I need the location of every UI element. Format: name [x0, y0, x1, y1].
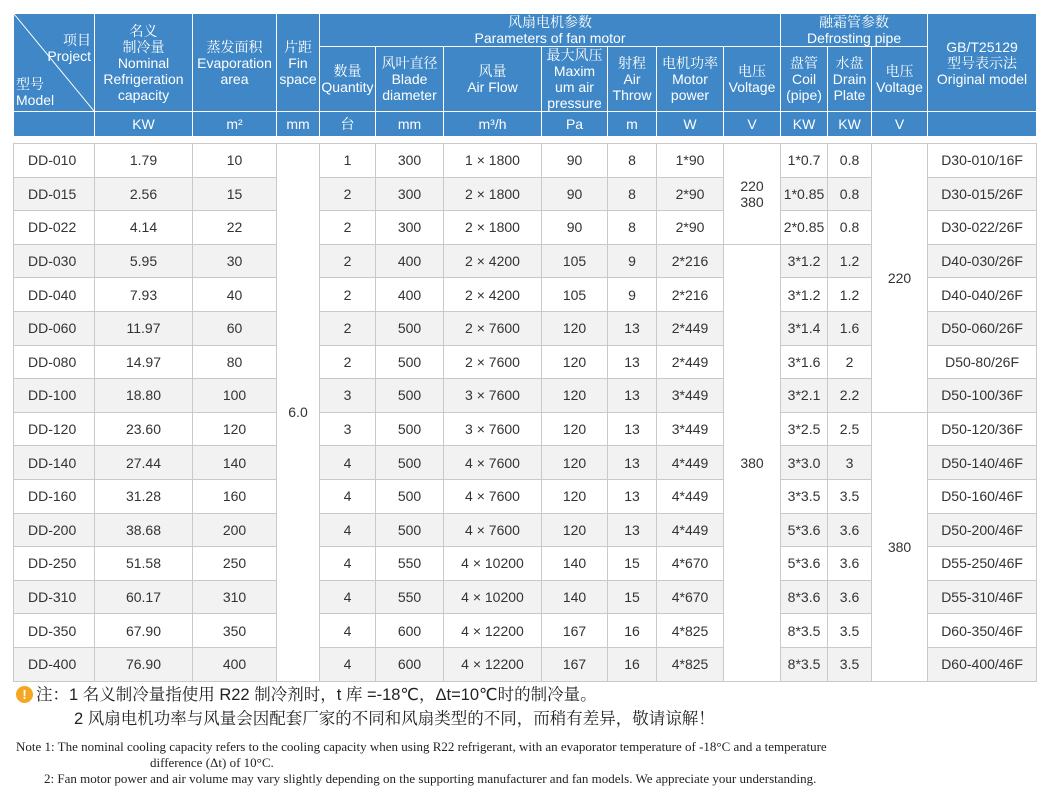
fan-voltage-cell-value: 220 — [740, 177, 764, 194]
original-model-cell: D30-010/16F — [928, 144, 1037, 178]
note-en-1-line-a: Note 1: The nominal cooling capacity refers to the cooling capacity when using R22 refrigerant, with an evaporator temperature of -18°C and a temperature — [16, 739, 827, 754]
original-model-cell: D40-040/26F — [928, 278, 1037, 312]
capacity-cell: 31.28 — [95, 479, 193, 513]
quantity-cell: 3 — [320, 379, 376, 413]
motor-power-cell: 4*670 — [657, 547, 724, 581]
air-pressure-cell: 167 — [542, 647, 608, 681]
capacity-cell: 51.58 — [95, 547, 193, 581]
original-model-cell: D60-400/46F — [928, 647, 1037, 681]
motor-power-header: 电机功率 Motor power — [657, 47, 724, 112]
capacity-cell: 23.60 — [95, 412, 193, 446]
quantity-cell: 2 — [320, 278, 376, 312]
motor-power-cell: 4*670 — [657, 580, 724, 614]
capacity-cell: 18.80 — [95, 379, 193, 413]
corner-header-cell — [14, 14, 95, 112]
motor-power-cell: 1*90 — [657, 144, 724, 178]
model-cell: DD-250 — [14, 547, 95, 581]
air-pressure-cell: 140 — [542, 580, 608, 614]
capacity-cell: 2.56 — [95, 177, 193, 211]
area-cell: 100 — [193, 379, 277, 413]
air-throw-cell: 13 — [608, 479, 657, 513]
blade-diameter-cell: 500 — [376, 513, 444, 547]
coil-cell: 5*3.6 — [781, 547, 828, 581]
air-throw-cell: 13 — [608, 513, 657, 547]
spacer-cell — [14, 137, 1037, 144]
original-model-cell: D50-80/26F — [928, 345, 1037, 379]
motor-power-cell: 2*90 — [657, 177, 724, 211]
unit-cell: KW — [95, 112, 193, 137]
air-flow-cell: 3 × 7600 — [444, 379, 542, 413]
air-throw-cell: 16 — [608, 647, 657, 681]
air-throw-cell: 8 — [608, 211, 657, 245]
exclamation-icon: ! — [16, 686, 33, 703]
coil-cell: 3*1.2 — [781, 244, 828, 278]
quantity-cell: 4 — [320, 647, 376, 681]
drain-plate-cell: 2 — [828, 345, 872, 379]
original-model-cell: D55-310/46F — [928, 580, 1037, 614]
quantity-header: 数量 Quantity — [320, 47, 376, 112]
blade-diameter-cell: 400 — [376, 244, 444, 278]
fan-voltage-header: 电压 Voltage — [724, 47, 781, 112]
unit-cell: mm — [277, 112, 320, 137]
units-row — [14, 112, 1037, 137]
air-flow-cell: 2 × 7600 — [444, 345, 542, 379]
notes-section — [16, 683, 1036, 787]
coil-cell: 3*3.5 — [781, 479, 828, 513]
area-cell: 350 — [193, 614, 277, 648]
original-model-header: GB/T25129 型号表示法 Original model — [928, 14, 1037, 112]
model-cell: DD-015 — [14, 177, 95, 211]
fan-voltage-cell — [724, 144, 781, 245]
air-throw-cell: 8 — [608, 177, 657, 211]
model-cell: DD-200 — [14, 513, 95, 547]
quantity-cell: 4 — [320, 547, 376, 581]
fin-space-header: 片距 Fin space — [277, 14, 320, 112]
coil-cell: 5*3.6 — [781, 513, 828, 547]
model-cell: DD-030 — [14, 244, 95, 278]
unit-cell: m² — [193, 112, 277, 137]
motor-power-cell: 4*825 — [657, 647, 724, 681]
blade-diameter-cell: 500 — [376, 412, 444, 446]
drain-plate-header: 水盘 Drain Plate — [828, 47, 872, 112]
air-pressure-cell: 120 — [542, 513, 608, 547]
air-flow-cell: 2 × 1800 — [444, 211, 542, 245]
defrosting-group-header: 融霜管参数 Defrosting pipe — [781, 14, 928, 47]
area-cell: 160 — [193, 479, 277, 513]
model-cell: DD-100 — [14, 379, 95, 413]
air-pressure-cell: 120 — [542, 446, 608, 480]
original-model-cell: D50-060/26F — [928, 311, 1037, 345]
unit-cell: m — [608, 112, 657, 137]
original-model-cell: D50-100/36F — [928, 379, 1037, 413]
capacity-cell: 1.79 — [95, 144, 193, 178]
coil-cell: 1*0.85 — [781, 177, 828, 211]
air-throw-cell: 13 — [608, 379, 657, 413]
motor-power-cell: 2*216 — [657, 244, 724, 278]
motor-power-cell: 3*449 — [657, 412, 724, 446]
air-throw-cell: 16 — [608, 614, 657, 648]
air-flow-cell: 4 × 12200 — [444, 614, 542, 648]
area-cell: 250 — [193, 547, 277, 581]
drain-plate-cell: 0.8 — [828, 211, 872, 245]
original-model-cell: D60-350/46F — [928, 614, 1037, 648]
fan-voltage-cell — [724, 244, 781, 681]
drain-plate-cell: 3 — [828, 446, 872, 480]
capacity-cell: 5.95 — [95, 244, 193, 278]
coil-cell: 3*3.0 — [781, 446, 828, 480]
coil-cell: 2*0.85 — [781, 211, 828, 245]
coil-cell: 3*1.4 — [781, 311, 828, 345]
nominal-capacity-header: 名义 制冷量 Nominal Refrigeration capacity — [95, 14, 193, 112]
coil-header: 盘管 Coil (pipe) — [781, 47, 828, 112]
original-model-cell: D30-022/26F — [928, 211, 1037, 245]
area-cell: 30 — [193, 244, 277, 278]
model-cell: DD-400 — [14, 647, 95, 681]
air-flow-cell: 2 × 4200 — [444, 244, 542, 278]
fan-voltage-cell-value: 380 — [740, 193, 764, 210]
original-model-cell: D50-200/46F — [928, 513, 1037, 547]
air-flow-cell: 4 × 7600 — [444, 446, 542, 480]
note-en-1-line-b: difference (Δt) of 10°C. — [150, 755, 274, 770]
area-cell: 120 — [193, 412, 277, 446]
air-pressure-cell: 140 — [542, 547, 608, 581]
area-cell: 200 — [193, 513, 277, 547]
unit-cell: KW — [828, 112, 872, 137]
air-flow-cell: 1 × 1800 — [444, 144, 542, 178]
coil-cell: 3*1.2 — [781, 278, 828, 312]
blade-diameter-cell: 300 — [376, 144, 444, 178]
quantity-cell: 4 — [320, 513, 376, 547]
capacity-cell: 60.17 — [95, 580, 193, 614]
motor-power-cell: 4*825 — [657, 614, 724, 648]
motor-power-cell: 4*449 — [657, 479, 724, 513]
blade-diameter-header: 风叶直径 Blade diameter — [376, 47, 444, 112]
model-label: 型号 Model — [16, 76, 55, 108]
coil-cell: 3*2.1 — [781, 379, 828, 413]
original-model-cell: D50-160/46F — [928, 479, 1037, 513]
fin-space-cell-value: 6.0 — [288, 404, 308, 421]
evaporation-area-header: 蒸发面积 Evaporation area — [193, 14, 277, 112]
capacity-cell: 11.97 — [95, 311, 193, 345]
air-flow-cell: 2 × 7600 — [444, 311, 542, 345]
air-pressure-cell: 105 — [542, 278, 608, 312]
defrost-voltage-cell — [872, 144, 928, 413]
air-pressure-cell: 120 — [542, 412, 608, 446]
unit-cell: Pa — [542, 112, 608, 137]
model-cell: DD-120 — [14, 412, 95, 446]
coil-cell: 8*3.5 — [781, 647, 828, 681]
air-pressure-header: 最大风压 Maxim um air pressure — [542, 47, 608, 112]
drain-plate-cell: 2.2 — [828, 379, 872, 413]
original-model-cell: D50-140/46F — [928, 446, 1037, 480]
air-flow-cell: 4 × 7600 — [444, 513, 542, 547]
coil-cell: 3*1.6 — [781, 345, 828, 379]
air-flow-header: 风量 Air Flow — [444, 47, 542, 112]
unit-cell-blank — [14, 112, 95, 137]
original-model-cell: D55-250/46F — [928, 547, 1037, 581]
air-flow-cell: 2 × 1800 — [444, 177, 542, 211]
drain-plate-cell: 3.6 — [828, 580, 872, 614]
blade-diameter-cell: 500 — [376, 379, 444, 413]
blade-diameter-cell: 300 — [376, 211, 444, 245]
air-throw-cell: 9 — [608, 278, 657, 312]
original-model-cell: D30-015/26F — [928, 177, 1037, 211]
coil-cell: 3*2.5 — [781, 412, 828, 446]
air-pressure-cell: 90 — [542, 177, 608, 211]
air-flow-cell: 3 × 7600 — [444, 412, 542, 446]
motor-power-cell: 4*449 — [657, 513, 724, 547]
capacity-cell: 14.97 — [95, 345, 193, 379]
original-model-cell: D50-120/36F — [928, 412, 1037, 446]
unit-cell-blank — [928, 112, 1037, 137]
capacity-cell: 27.44 — [95, 446, 193, 480]
unit-cell: m³/h — [444, 112, 542, 137]
quantity-cell: 2 — [320, 345, 376, 379]
motor-power-cell: 2*90 — [657, 211, 724, 245]
unit-cell: 台 — [320, 112, 376, 137]
drain-plate-cell: 1.6 — [828, 311, 872, 345]
blade-diameter-cell: 500 — [376, 311, 444, 345]
blade-diameter-cell: 500 — [376, 345, 444, 379]
motor-power-cell: 4*449 — [657, 446, 724, 480]
drain-plate-cell: 3.6 — [828, 547, 872, 581]
air-throw-cell: 9 — [608, 244, 657, 278]
model-cell: DD-040 — [14, 278, 95, 312]
drain-plate-cell: 0.8 — [828, 177, 872, 211]
capacity-cell: 7.93 — [95, 278, 193, 312]
table-row — [14, 144, 1037, 178]
note-cn-2 — [16, 707, 1036, 731]
specification-table — [13, 13, 1037, 682]
model-cell: DD-060 — [14, 311, 95, 345]
fan-motor-group-header: 风扇电机参数 Parameters of fan motor — [320, 14, 781, 47]
project-label: 项目 Project — [47, 32, 91, 64]
table-row — [14, 412, 1037, 446]
quantity-cell: 2 — [320, 211, 376, 245]
spacer-row — [14, 137, 1037, 144]
unit-cell: KW — [781, 112, 828, 137]
defrost-voltage-cell-value: 380 — [887, 538, 912, 555]
unit-cell: V — [872, 112, 928, 137]
air-flow-cell: 4 × 12200 — [444, 647, 542, 681]
motor-power-cell: 3*449 — [657, 379, 724, 413]
note-en-2: 2: Fan motor power and air volume may vary slightly depending on the supporting manufacturer and fan models. We appreciate your understanding. — [44, 771, 817, 786]
model-cell: DD-140 — [14, 446, 95, 480]
motor-power-cell: 2*216 — [657, 278, 724, 312]
air-pressure-cell: 120 — [542, 311, 608, 345]
capacity-cell: 67.90 — [95, 614, 193, 648]
air-throw-cell: 13 — [608, 311, 657, 345]
air-flow-cell: 4 × 7600 — [444, 479, 542, 513]
defrost-voltage-cell-value: 220 — [887, 269, 912, 286]
model-cell: DD-160 — [14, 479, 95, 513]
blade-diameter-cell: 600 — [376, 647, 444, 681]
defrost-voltage-cell — [872, 412, 928, 681]
fin-space-cell — [277, 144, 320, 682]
unit-cell: W — [657, 112, 724, 137]
original-model-cell: D40-030/26F — [928, 244, 1037, 278]
air-flow-cell: 2 × 4200 — [444, 278, 542, 312]
blade-diameter-cell: 600 — [376, 614, 444, 648]
area-cell: 10 — [193, 144, 277, 178]
quantity-cell: 4 — [320, 446, 376, 480]
coil-cell: 8*3.6 — [781, 580, 828, 614]
quantity-cell: 2 — [320, 244, 376, 278]
coil-cell: 8*3.5 — [781, 614, 828, 648]
drain-plate-cell: 2.5 — [828, 412, 872, 446]
area-cell: 140 — [193, 446, 277, 480]
air-pressure-cell: 90 — [542, 144, 608, 178]
note-cn-2-text: 2 风扇电机功率与风量会因配套厂家的不同和风扇类型的不同，而稍有差异，敬请谅解！ — [74, 710, 715, 728]
note-en-1 — [16, 739, 1036, 787]
air-pressure-cell: 167 — [542, 614, 608, 648]
drain-plate-cell: 0.8 — [828, 144, 872, 178]
area-cell: 310 — [193, 580, 277, 614]
defrost-voltage-header: 电压 Voltage — [872, 47, 928, 112]
air-pressure-cell: 120 — [542, 479, 608, 513]
drain-plate-cell: 3.5 — [828, 647, 872, 681]
quantity-cell: 2 — [320, 177, 376, 211]
air-pressure-cell: 105 — [542, 244, 608, 278]
blade-diameter-cell: 550 — [376, 580, 444, 614]
air-throw-cell: 15 — [608, 580, 657, 614]
motor-power-cell: 2*449 — [657, 345, 724, 379]
drain-plate-cell: 3.5 — [828, 614, 872, 648]
model-cell: DD-310 — [14, 580, 95, 614]
air-throw-header: 射程 Air Throw — [608, 47, 657, 112]
quantity-cell: 2 — [320, 311, 376, 345]
area-cell: 15 — [193, 177, 277, 211]
blade-diameter-cell: 400 — [376, 278, 444, 312]
drain-plate-cell: 3.5 — [828, 479, 872, 513]
blade-diameter-cell: 550 — [376, 547, 444, 581]
quantity-cell: 3 — [320, 412, 376, 446]
fan-voltage-cell-value: 380 — [740, 454, 764, 471]
capacity-cell: 4.14 — [95, 211, 193, 245]
air-throw-cell: 13 — [608, 446, 657, 480]
quantity-cell: 4 — [320, 614, 376, 648]
area-cell: 400 — [193, 647, 277, 681]
blade-diameter-cell: 500 — [376, 446, 444, 480]
table-header — [14, 14, 1037, 137]
area-cell: 80 — [193, 345, 277, 379]
blade-diameter-cell: 500 — [376, 479, 444, 513]
model-cell: DD-350 — [14, 614, 95, 648]
model-cell: DD-010 — [14, 144, 95, 178]
motor-power-cell: 2*449 — [657, 311, 724, 345]
note-cn-1 — [16, 683, 1036, 707]
drain-plate-cell: 3.6 — [828, 513, 872, 547]
air-throw-cell: 13 — [608, 345, 657, 379]
quantity-cell: 1 — [320, 144, 376, 178]
air-pressure-cell: 90 — [542, 211, 608, 245]
air-throw-cell: 8 — [608, 144, 657, 178]
blade-diameter-cell: 300 — [376, 177, 444, 211]
quantity-cell: 4 — [320, 479, 376, 513]
coil-cell: 1*0.7 — [781, 144, 828, 178]
unit-cell: mm — [376, 112, 444, 137]
model-cell: DD-022 — [14, 211, 95, 245]
air-pressure-cell: 120 — [542, 379, 608, 413]
capacity-cell: 76.90 — [95, 647, 193, 681]
unit-cell: V — [724, 112, 781, 137]
capacity-cell: 38.68 — [95, 513, 193, 547]
area-cell: 22 — [193, 211, 277, 245]
drain-plate-cell: 1.2 — [828, 278, 872, 312]
table-body — [14, 137, 1037, 682]
drain-plate-cell: 1.2 — [828, 244, 872, 278]
air-flow-cell: 4 × 10200 — [444, 547, 542, 581]
air-throw-cell: 15 — [608, 547, 657, 581]
area-cell: 40 — [193, 278, 277, 312]
quantity-cell: 4 — [320, 580, 376, 614]
area-cell: 60 — [193, 311, 277, 345]
air-flow-cell: 4 × 10200 — [444, 580, 542, 614]
note-cn-1-text: 注：1 名义制冷量指使用 R22 制冷剂时，t 库 =-18℃，Δt=10℃时的制冷量。 — [36, 686, 597, 704]
model-cell: DD-080 — [14, 345, 95, 379]
air-pressure-cell: 120 — [542, 345, 608, 379]
air-throw-cell: 13 — [608, 412, 657, 446]
